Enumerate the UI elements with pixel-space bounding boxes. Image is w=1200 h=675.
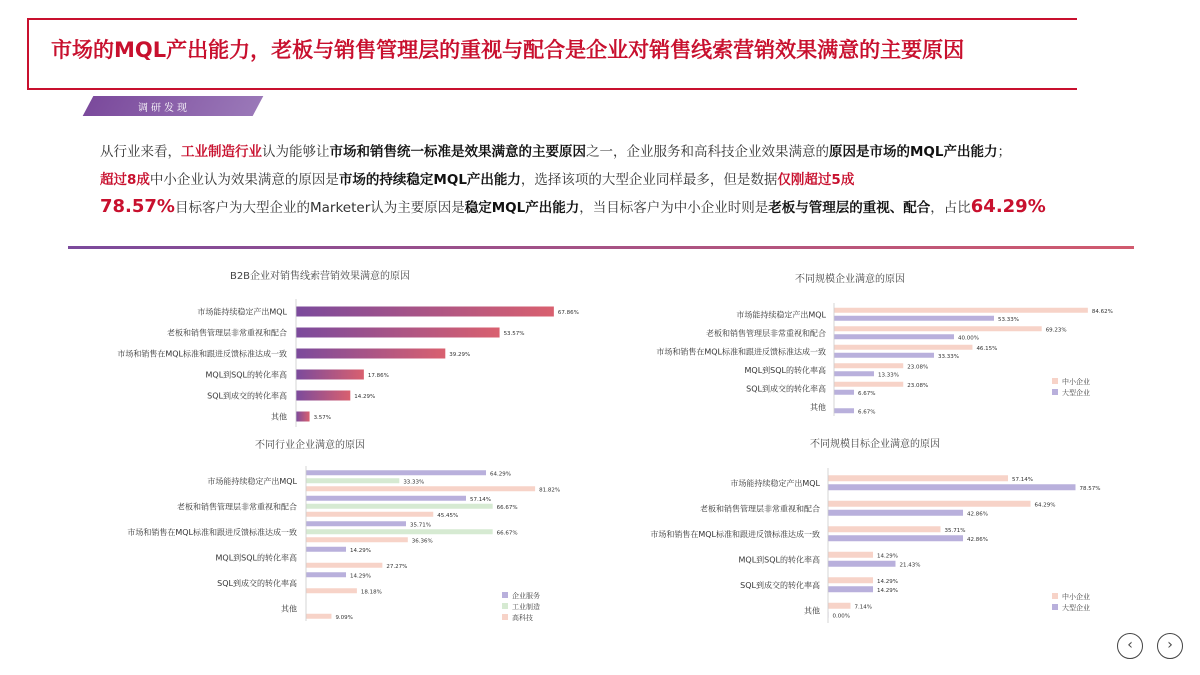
legend-swatch	[502, 592, 508, 598]
category-label: 老板和销售管理层非常重视和配合	[177, 502, 297, 512]
legend-swatch	[1052, 389, 1058, 395]
data-label: 40.00%	[958, 335, 979, 342]
intro-segment: 78.57%	[100, 196, 175, 217]
legend-swatch	[502, 614, 508, 620]
data-label: 35.71%	[409, 522, 431, 529]
bar	[834, 326, 1042, 331]
data-label: 64.29%	[490, 471, 511, 478]
bar	[306, 572, 346, 577]
data-label: 17.86%	[367, 373, 389, 379]
data-label: 23.08%	[907, 382, 929, 389]
intro-segment: 原因是市场的MQL产出能力	[829, 144, 998, 160]
bar	[828, 561, 896, 567]
bar	[828, 603, 850, 609]
intro-segment: 之一，企业服务和高科技企业效果满意的	[586, 144, 829, 160]
bar	[834, 390, 854, 395]
data-label: 14.29%	[877, 587, 898, 594]
legend-label: 大型企业	[1062, 604, 1090, 612]
category-label: 其他	[810, 402, 826, 412]
bar	[306, 588, 357, 593]
legend-label: 大型企业	[1062, 389, 1090, 397]
data-label: 21.43%	[899, 562, 921, 569]
category-label: 市场和销售在MQL标准和跟进反馈标准达成一致	[656, 347, 826, 357]
bar	[306, 512, 433, 517]
data-label: 27.27%	[386, 563, 408, 570]
data-label: 53.57%	[503, 331, 525, 337]
legend-label: 企业服务	[512, 592, 540, 600]
category-label: 其他	[281, 604, 297, 614]
data-label: 81.82%	[539, 487, 561, 494]
category-label: 市场能持续稳定产出MQL	[197, 307, 287, 317]
bar	[834, 382, 903, 387]
intro-segment: 64.29%	[970, 196, 1046, 217]
category-label: 市场能持续稳定产出MQL	[207, 476, 297, 486]
category-label: 市场能持续稳定产出MQL	[730, 478, 820, 488]
legend-swatch	[1052, 604, 1058, 610]
data-label: 6.67%	[858, 390, 876, 397]
category-label: 老板和销售管理层非常重视和配合	[706, 328, 826, 338]
data-label: 35.71%	[944, 527, 966, 534]
bar	[296, 391, 350, 401]
intro-segment: ，选择该项的大型企业同样最多，但是数据	[520, 172, 778, 188]
data-label: 9.09%	[335, 614, 353, 621]
intro-segment: 市场和销售统一标准是效果满意的主要原因	[329, 144, 586, 160]
intro-segment: ；	[997, 144, 1012, 160]
intro-segment: 稳定MQL产出能力	[464, 200, 580, 216]
bar	[834, 345, 972, 350]
category-label: 老板和销售管理层非常重视和配合	[700, 504, 820, 514]
data-label: 53.33%	[997, 316, 1019, 323]
legend-label: 工业制造	[512, 603, 540, 611]
chart-title: 不同规模企业满意的原因	[795, 274, 905, 285]
data-label: 14.29%	[877, 578, 898, 585]
bar	[296, 349, 445, 359]
data-label: 14.29%	[350, 547, 371, 554]
bar	[828, 552, 873, 558]
category-label: SQL到成交的转化率高	[217, 578, 297, 588]
data-label: 46.15%	[976, 345, 998, 352]
bar	[306, 614, 331, 619]
intro-segment: 中小企业认为效果满意的原因是	[149, 172, 339, 188]
next-button[interactable]: ›	[1157, 633, 1183, 659]
data-label: 18.18%	[360, 589, 382, 596]
category-label: MQL到SQL的转化率高	[738, 555, 820, 565]
category-label: MQL到SQL的转化率高	[205, 370, 287, 380]
data-label: 66.67%	[496, 530, 518, 537]
intro-segment: 目标客户为大型企业的Marketer认为主要原因是	[174, 200, 465, 216]
bar	[296, 370, 364, 380]
chart-title: B2B企业对销售线索营销效果满意的原因	[229, 271, 411, 282]
data-label: 57.14%	[1011, 476, 1033, 483]
bar	[296, 328, 500, 338]
data-label: 78.57%	[1079, 485, 1101, 492]
data-label: 33.33%	[403, 479, 425, 486]
bar	[306, 470, 486, 475]
category-label: 市场和销售在MQL标准和跟进反馈标准达成一致	[650, 529, 820, 539]
data-label: 67.86%	[557, 310, 579, 316]
legend-label: 中小企业	[1062, 593, 1090, 601]
chart-title: 不同行业企业满意的原因	[255, 440, 365, 451]
bar	[306, 537, 408, 542]
data-label: 23.08%	[907, 364, 929, 371]
bar	[306, 504, 493, 509]
data-label: 14.29%	[877, 553, 898, 560]
category-label: 市场和销售在MQL标准和跟进反馈标准达成一致	[117, 349, 287, 359]
bar	[306, 521, 406, 526]
intro-segment: 工业制造行业	[181, 144, 262, 160]
legend-label: 高科技	[512, 614, 533, 622]
intro-segment: ，当目标客户为中小企业时则是	[579, 200, 769, 216]
intro-segment: 从行业来看，	[100, 144, 181, 160]
data-label: 84.62%	[1091, 308, 1113, 315]
bar	[834, 316, 994, 321]
intro-segment: 超过8成	[100, 172, 150, 188]
data-label: 0.00%	[832, 613, 850, 620]
intro-segment: 仅刚超过5成	[777, 172, 855, 188]
intro-segment: 认为能够让	[262, 144, 330, 160]
category-label: 市场和销售在MQL标准和跟进反馈标准达成一致	[127, 527, 297, 537]
bar	[296, 307, 554, 317]
intro-segment: 市场的持续稳定MQL产出能力	[338, 172, 521, 188]
category-label: 其他	[804, 606, 820, 616]
data-label: 13.33%	[877, 372, 899, 379]
bar	[834, 353, 934, 358]
legend-swatch	[1052, 593, 1058, 599]
data-label: 3.57%	[313, 415, 332, 421]
data-label: 7.14%	[854, 604, 872, 611]
category-label: 其他	[271, 412, 287, 422]
bar	[834, 408, 854, 413]
bar	[306, 563, 382, 568]
data-label: 33.33%	[937, 353, 959, 360]
bar	[834, 363, 903, 368]
data-label: 42.86%	[967, 511, 988, 518]
data-label: 36.36%	[411, 538, 433, 545]
bar	[828, 484, 1075, 490]
bar	[828, 475, 1008, 481]
category-label: MQL到SQL的转化率高	[744, 365, 826, 375]
data-label: 39.29%	[449, 352, 471, 358]
category-label: SQL到成交的转化率高	[207, 391, 287, 401]
legend-label: 中小企业	[1062, 378, 1090, 386]
bar	[306, 529, 493, 534]
chart-title: 不同规模目标企业满意的原因	[810, 439, 940, 450]
bar	[834, 371, 874, 376]
bar	[828, 526, 940, 532]
bar	[834, 334, 954, 339]
category-label: SQL到成交的转化率高	[740, 580, 820, 590]
data-label: 14.29%	[350, 573, 371, 580]
intro-segment: ，占比	[930, 200, 971, 216]
bar	[306, 547, 346, 552]
bar	[828, 577, 873, 583]
data-label: 69.23%	[1045, 327, 1067, 334]
data-label: 14.29%	[354, 394, 376, 400]
category-label: 老板和销售管理层非常重视和配合	[167, 328, 287, 338]
bar	[306, 478, 399, 483]
data-label: 42.86%	[967, 536, 988, 543]
bar	[828, 586, 873, 592]
page-title: 市场的MQL产出能力，老板与销售管理层的重视与配合是企业对销售线索营销效果满意的主要原因	[51, 38, 965, 62]
bar	[834, 308, 1088, 313]
tag-label: 调研发现	[138, 103, 190, 114]
bar	[306, 496, 466, 501]
legend-swatch	[502, 603, 508, 609]
bar	[828, 510, 963, 516]
data-label: 57.14%	[469, 496, 491, 503]
data-label: 6.67%	[858, 409, 876, 416]
bar	[828, 535, 963, 541]
category-label: MQL到SQL的转化率高	[215, 553, 297, 563]
category-label: SQL到成交的转化率高	[746, 384, 826, 394]
legend-swatch	[1052, 378, 1058, 384]
data-label: 66.67%	[496, 504, 518, 511]
bar	[296, 412, 310, 422]
bar	[828, 501, 1031, 507]
category-label: 市场能持续稳定产出MQL	[736, 310, 826, 320]
data-label: 64.29%	[1034, 502, 1056, 509]
intro-segment: 老板与管理层的重视、配合	[768, 200, 931, 216]
bar	[306, 486, 535, 491]
data-label: 45.45%	[437, 512, 459, 519]
prev-button[interactable]: ‹	[1117, 633, 1143, 659]
